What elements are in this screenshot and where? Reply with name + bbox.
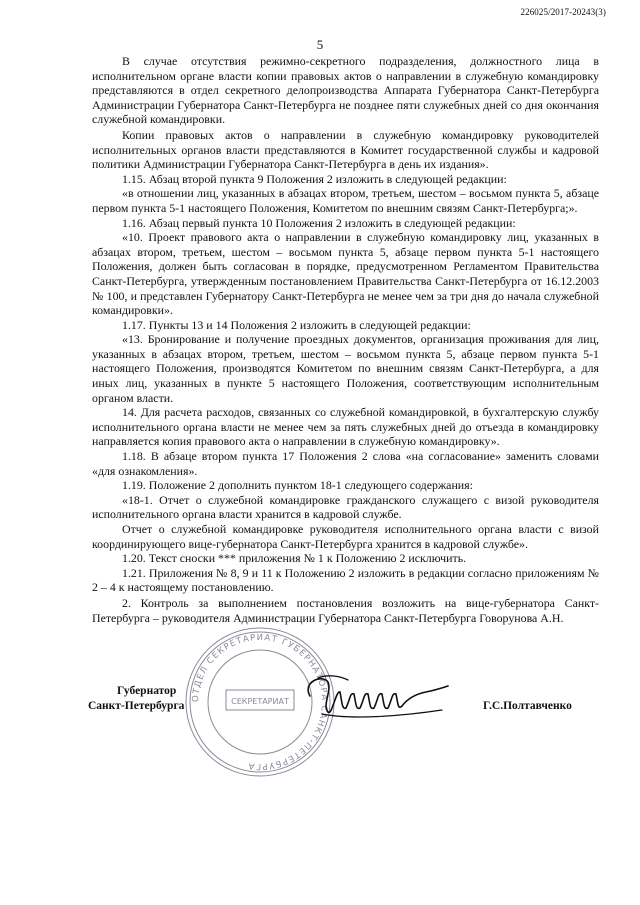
paragraph: 1.16. Абзац первый пункта 10 Положения 2 изложить в следующей редакции: xyxy=(122,215,516,230)
document-number: 226025/2017-20243(3) xyxy=(520,7,606,17)
paragraph: Отчет о служебной командировке руководителя исполнительного органа власти с визой координирующего вице-губернатора Санкт-Петербурга хранится в кадровой службе». xyxy=(92,522,599,551)
paragraph: 1.19. Положение 2 дополнить пунктом 18-1 следующего содержания: xyxy=(122,478,473,493)
paragraph: «10. Проект правового акта о направлении в служебную командировку лиц, указанных в абзацах втором, третьем, шестом – восьмом пункта 5, абзаце первом пункта 5-1 настоящего Положения, должен быть согласован в порядке, предусмотренном Регламентом Правительства Санкт-Петербурга, утвержденным постановлением Правительства Санкт-Петербурга от 16.12.2003 № 100, и представлен Губернатору Санкт-Петербурга не менее чем за три дня до начала служебной командировки». xyxy=(92,230,599,318)
paragraph: 1.21. Приложения № 8, 9 и 11 к Положению 2 изложить в редакции согласно приложениям № 2 – 4 к настоящему постановлению. xyxy=(92,565,599,595)
paragraph: «в отношении лиц, указанных в абзацах втором, третьем, шестом – восьмом пункта 5, абзаце первом пункта 5-1 настоящего Положения, Комитетом по внешним связям Санкт-Петербурга;». xyxy=(92,186,599,215)
paragraph: «13. Бронирование и получение проездных документов, организация проживания для лиц, указанных в абзацах втором, третьем, шестом – восьмом пункта 5, абзаце первом пункта 5-1 настоящего Положения, производятся Комитетом по внешним связям Санкт-Петербурга, а для иных лиц, указанных в пункте 5 настоящего Положения, соответствующим исполнительным органом власти. xyxy=(92,332,599,405)
document-body xyxy=(92,54,599,625)
seal-center-text: СЕКРЕТАРИАТ xyxy=(231,697,289,706)
paragraph: 1.15. Абзац второй пункта 9 Положения 2 изложить в следующей редакции: xyxy=(122,171,507,186)
paragraph: Копии правовых актов о направлении в служебную командировку руководителей исполнительных органов власти представляются в Комитет государственной службы и кадровой политики Администрации Губернатора Санкт-Петербурга в день их издания». xyxy=(92,127,599,172)
paragraph: 1.18. В абзаце втором пункта 17 Положения 2 слова «на согласование» заменить словами «для ознакомления». xyxy=(92,449,599,478)
signatory-name: Г.С.Полтавченко xyxy=(483,700,572,712)
paragraph: 14. Для расчета расходов, связанных со служебной командировкой, в бухгалтерскую службу исполнительного органа власти не менее чем за пять служебных дней до отъезда в командировку направляется копия правового акта о направлении в служебную командировку». xyxy=(92,405,599,449)
paragraph: 2. Контроль за выполнением постановления возложить на вице-губернатора Санкт-Петербурга – руководителя Администрации Губернатора Санкт-Петербурга Говорунова А.Н. xyxy=(92,595,599,625)
paragraph: 1.20. Текст сноски *** приложения № 1 к Положению 2 исключить. xyxy=(122,551,467,566)
signatory-title-line2: Санкт-Петербурга xyxy=(88,700,185,712)
paragraph: В случае отсутствия режимно-секретного подразделения, должностного лица в исполнительном органе власти копии правовых актов о направлении в служебную командировку представляются в отдел секретного делопроизводства Аппарата Губернатора Санкт-Петербурга Администрации Губернатора Санкт-Петербурга не позднее пяти служебных дней со дня окончания служебной командировки. xyxy=(92,54,599,127)
paragraph: 1.17. Пункты 13 и 14 Положения 2 изложить в следующей редакции: xyxy=(122,317,471,332)
signatory-title-line1: Губернатор xyxy=(117,685,177,697)
seal-ring-text: ОТДЕЛ СЕКРЕТАРИАТ ГУБЕРНАТОРА САНКТ-ПЕТЕРБУРГА xyxy=(190,632,330,772)
handwritten-signature xyxy=(292,670,452,725)
page-number: 5 xyxy=(316,37,324,52)
paragraph: «18-1. Отчет о служебной командировке гражданского служащего с визой руководителя исполнительного органа власти хранится в кадровой службе. xyxy=(92,492,599,522)
